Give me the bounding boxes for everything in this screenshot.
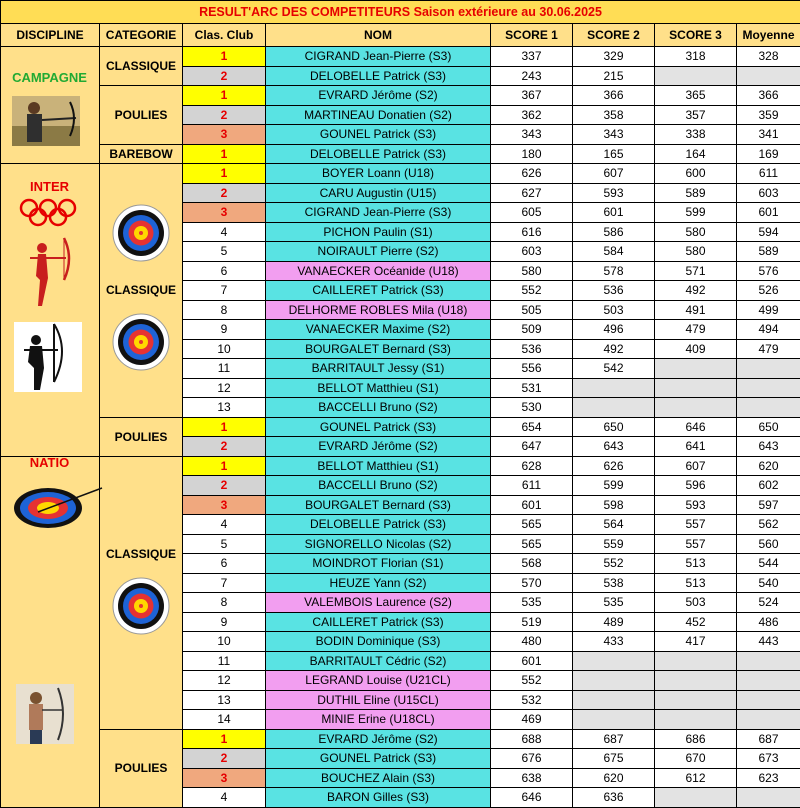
score3-cell: 513 — [655, 573, 737, 593]
score1-cell: 605 — [491, 203, 573, 223]
col-header-nom: NOM — [266, 24, 491, 47]
name-cell: EVRARD Jérôme (S2) — [266, 729, 491, 749]
moyenne-cell: 687 — [737, 729, 800, 749]
category-label: CLASSIQUE — [106, 545, 176, 563]
score1-cell: 552 — [491, 671, 573, 691]
score3-cell — [655, 788, 737, 808]
rank-cell: 2 — [183, 749, 266, 769]
moyenne-cell: 366 — [737, 86, 800, 106]
score1-cell: 647 — [491, 437, 573, 457]
score3-cell — [655, 651, 737, 671]
moyenne-cell: 524 — [737, 593, 800, 613]
score1-cell: 676 — [491, 749, 573, 769]
rank-cell: 1 — [183, 417, 266, 437]
score2-cell: 643 — [573, 437, 655, 457]
score2-cell: 559 — [573, 534, 655, 554]
name-cell: CAILLERET Patrick (S3) — [266, 281, 491, 301]
moyenne-cell: 494 — [737, 320, 800, 340]
score3-cell: 596 — [655, 476, 737, 496]
score1-cell: 565 — [491, 515, 573, 535]
archer-silhouette-icon — [20, 236, 76, 308]
score1-cell: 570 — [491, 573, 573, 593]
rank-cell: 1 — [183, 86, 266, 106]
score2-cell: 599 — [573, 476, 655, 496]
name-cell: EVRARD Jérôme (S2) — [266, 437, 491, 457]
score2-cell: 578 — [573, 261, 655, 281]
score1-cell: 601 — [491, 651, 573, 671]
rank-cell: 5 — [183, 534, 266, 554]
col-header-score2: SCORE 2 — [573, 24, 655, 47]
moyenne-cell: 499 — [737, 300, 800, 320]
rank-cell: 2 — [183, 105, 266, 125]
table-row — [1, 47, 800, 67]
score2-cell: 343 — [573, 125, 655, 145]
name-cell: BOURGALET Bernard (S3) — [266, 339, 491, 359]
category-cell-classique — [100, 164, 183, 418]
score3-cell: 318 — [655, 47, 737, 67]
moyenne-cell: 673 — [737, 749, 800, 769]
moyenne-cell — [737, 710, 800, 730]
name-cell: BACCELLI Bruno (S2) — [266, 398, 491, 418]
name-cell: CARU Augustin (U15) — [266, 183, 491, 203]
name-cell: BARRITAULT Cédric (S2) — [266, 651, 491, 671]
rank-cell: 2 — [183, 66, 266, 86]
score1-cell: 180 — [491, 144, 573, 164]
score1-cell: 337 — [491, 47, 573, 67]
score3-cell — [655, 378, 737, 398]
score2-cell: 538 — [573, 573, 655, 593]
score2-cell: 593 — [573, 183, 655, 203]
rank-cell: 1 — [183, 164, 266, 184]
rank-cell: 12 — [183, 671, 266, 691]
score2-cell: 496 — [573, 320, 655, 340]
score1-cell: 243 — [491, 66, 573, 86]
rank-cell: 8 — [183, 300, 266, 320]
name-cell: EVRARD Jérôme (S2) — [266, 86, 491, 106]
score2-cell — [573, 651, 655, 671]
score3-cell: 593 — [655, 495, 737, 515]
campagne-label: CAMPAGNE — [0, 70, 99, 85]
moyenne-cell: 479 — [737, 339, 800, 359]
score1-cell: 509 — [491, 320, 573, 340]
score2-cell: 329 — [573, 47, 655, 67]
score3-cell: 580 — [655, 242, 737, 262]
score2-cell: 489 — [573, 612, 655, 632]
table-row — [1, 164, 800, 184]
rank-cell: 7 — [183, 281, 266, 301]
moyenne-cell: 597 — [737, 495, 800, 515]
score1-cell: 469 — [491, 710, 573, 730]
category-cell-classique: CLASSIQUE — [100, 47, 183, 86]
name-cell: HEUZE Yann (S2) — [266, 573, 491, 593]
target-icon — [112, 204, 170, 267]
name-cell: CIGRAND Jean-Pierre (S3) — [266, 203, 491, 223]
moyenne-cell: 562 — [737, 515, 800, 535]
moyenne-cell: 540 — [737, 573, 800, 593]
name-cell: DUTHIL Eline (U15CL) — [266, 690, 491, 710]
moyenne-cell: 601 — [737, 203, 800, 223]
score1-cell: 646 — [491, 788, 573, 808]
score3-cell: 686 — [655, 729, 737, 749]
col-header-score1: SCORE 1 — [491, 24, 573, 47]
rank-cell: 11 — [183, 651, 266, 671]
score1-cell: 552 — [491, 281, 573, 301]
col-header-clas-club: Clas. Club — [183, 24, 266, 47]
score1-cell: 626 — [491, 164, 573, 184]
score3-cell — [655, 66, 737, 86]
score2-cell: 620 — [573, 768, 655, 788]
moyenne-cell: 589 — [737, 242, 800, 262]
olympic-rings-icon — [18, 198, 78, 228]
score2-cell: 358 — [573, 105, 655, 125]
table-row — [1, 144, 800, 164]
score2-cell: 607 — [573, 164, 655, 184]
score1-cell: 480 — [491, 632, 573, 652]
score3-cell: 164 — [655, 144, 737, 164]
score3-cell: 589 — [655, 183, 737, 203]
score3-cell — [655, 690, 737, 710]
rank-cell: 14 — [183, 710, 266, 730]
score3-cell: 491 — [655, 300, 737, 320]
archer-photo — [12, 96, 80, 146]
name-cell: LEGRAND Louise (U21CL) — [266, 671, 491, 691]
score1-cell: 627 — [491, 183, 573, 203]
score3-cell: 612 — [655, 768, 737, 788]
moyenne-cell — [737, 671, 800, 691]
target-icon — [112, 313, 170, 376]
score2-cell: 601 — [573, 203, 655, 223]
target-icon — [112, 577, 170, 640]
name-cell: MOINDROT Florian (S1) — [266, 554, 491, 574]
name-cell: GOUNEL Patrick (S3) — [266, 749, 491, 769]
score1-cell: 601 — [491, 495, 573, 515]
score1-cell: 568 — [491, 554, 573, 574]
rank-cell: 2 — [183, 183, 266, 203]
rank-cell: 9 — [183, 320, 266, 340]
moyenne-cell: 650 — [737, 417, 800, 437]
score1-cell: 535 — [491, 593, 573, 613]
score2-cell: 636 — [573, 788, 655, 808]
rank-cell: 5 — [183, 242, 266, 262]
score1-cell: 638 — [491, 768, 573, 788]
score2-cell — [573, 671, 655, 691]
name-cell: BODIN Dominique (S3) — [266, 632, 491, 652]
moyenne-cell: 594 — [737, 222, 800, 242]
table-row — [1, 729, 800, 749]
rank-cell: 2 — [183, 476, 266, 496]
score3-cell: 365 — [655, 86, 737, 106]
score1-cell: 362 — [491, 105, 573, 125]
score2-cell: 542 — [573, 359, 655, 379]
moyenne-cell — [737, 651, 800, 671]
col-header-moyenne: Moyenne — [737, 24, 800, 47]
score1-cell: 556 — [491, 359, 573, 379]
score2-cell: 564 — [573, 515, 655, 535]
score3-cell: 503 — [655, 593, 737, 613]
score1-cell: 343 — [491, 125, 573, 145]
score2-cell: 165 — [573, 144, 655, 164]
score1-cell: 530 — [491, 398, 573, 418]
score2-cell — [573, 710, 655, 730]
name-cell: VANAECKER Océanide (U18) — [266, 261, 491, 281]
score2-cell: 584 — [573, 242, 655, 262]
score3-cell — [655, 398, 737, 418]
score2-cell: 650 — [573, 417, 655, 437]
rank-cell: 10 — [183, 632, 266, 652]
name-cell: SIGNORELLO Nicolas (S2) — [266, 534, 491, 554]
score1-cell: 532 — [491, 690, 573, 710]
name-cell: BARON Gilles (S3) — [266, 788, 491, 808]
score2-cell: 535 — [573, 593, 655, 613]
score3-cell: 557 — [655, 515, 737, 535]
score1-cell: 565 — [491, 534, 573, 554]
name-cell: CIGRAND Jean-Pierre (S3) — [266, 47, 491, 67]
name-cell: BELLOT Matthieu (S1) — [266, 456, 491, 476]
moyenne-cell — [737, 788, 800, 808]
rank-cell: 4 — [183, 788, 266, 808]
moyenne-cell — [737, 690, 800, 710]
score2-cell: 503 — [573, 300, 655, 320]
name-cell: MINIE Erine (U18CL) — [266, 710, 491, 730]
score3-cell: 571 — [655, 261, 737, 281]
score2-cell — [573, 378, 655, 398]
name-cell: DELHORME ROBLES Mila (U18) — [266, 300, 491, 320]
score3-cell: 357 — [655, 105, 737, 125]
score2-cell — [573, 398, 655, 418]
score1-cell: 531 — [491, 378, 573, 398]
score1-cell: 536 — [491, 339, 573, 359]
table-row — [1, 86, 800, 106]
col-header-discipline: DISCIPLINE — [1, 24, 100, 47]
category-label: CLASSIQUE — [106, 281, 176, 299]
inter-label: INTER — [0, 179, 99, 194]
score1-cell: 616 — [491, 222, 573, 242]
rank-cell: 3 — [183, 495, 266, 515]
category-cell-poulies: POULIES — [100, 417, 183, 456]
rank-cell: 1 — [183, 144, 266, 164]
table-row — [1, 417, 800, 437]
moyenne-cell: 544 — [737, 554, 800, 574]
score2-cell: 675 — [573, 749, 655, 769]
score2-cell: 433 — [573, 632, 655, 652]
score2-cell: 536 — [573, 281, 655, 301]
score3-cell: 600 — [655, 164, 737, 184]
rank-cell: 12 — [183, 378, 266, 398]
name-cell: MARTINEAU Donatien (S2) — [266, 105, 491, 125]
score1-cell: 580 — [491, 261, 573, 281]
moyenne-cell — [737, 378, 800, 398]
score3-cell — [655, 710, 737, 730]
score2-cell: 552 — [573, 554, 655, 574]
moyenne-cell: 341 — [737, 125, 800, 145]
score3-cell: 646 — [655, 417, 737, 437]
name-cell: DELOBELLE Patrick (S3) — [266, 144, 491, 164]
moyenne-cell: 169 — [737, 144, 800, 164]
name-cell: GOUNEL Patrick (S3) — [266, 125, 491, 145]
rank-cell: 10 — [183, 339, 266, 359]
score2-cell: 626 — [573, 456, 655, 476]
score3-cell — [655, 359, 737, 379]
name-cell: BACCELLI Bruno (S2) — [266, 476, 491, 496]
rank-cell: 1 — [183, 456, 266, 476]
score3-cell: 409 — [655, 339, 737, 359]
name-cell: DELOBELLE Patrick (S3) — [266, 515, 491, 535]
name-cell: BOUCHEZ Alain (S3) — [266, 768, 491, 788]
category-cell-barebow: BAREBOW — [100, 144, 183, 164]
score1-cell: 603 — [491, 242, 573, 262]
name-cell: BELLOT Matthieu (S1) — [266, 378, 491, 398]
moyenne-cell: 620 — [737, 456, 800, 476]
moyenne-cell: 526 — [737, 281, 800, 301]
name-cell: GOUNEL Patrick (S3) — [266, 417, 491, 437]
rank-cell: 2 — [183, 437, 266, 457]
name-cell: BOYER Loann (U18) — [266, 164, 491, 184]
rank-cell: 3 — [183, 768, 266, 788]
score1-cell: 505 — [491, 300, 573, 320]
category-cell-poulies: POULIES — [100, 86, 183, 145]
score1-cell: 688 — [491, 729, 573, 749]
rank-cell: 13 — [183, 690, 266, 710]
score1-cell: 628 — [491, 456, 573, 476]
moyenne-cell — [737, 359, 800, 379]
moyenne-cell: 328 — [737, 47, 800, 67]
page-title: RESULT'ARC DES COMPETITEURS Saison extérieure au 30.06.2025 — [1, 1, 800, 24]
score3-cell: 513 — [655, 554, 737, 574]
score3-cell: 479 — [655, 320, 737, 340]
score2-cell: 366 — [573, 86, 655, 106]
score2-cell: 492 — [573, 339, 655, 359]
col-header-categorie: CATEGORIE — [100, 24, 183, 47]
score3-cell: 641 — [655, 437, 737, 457]
score2-cell: 687 — [573, 729, 655, 749]
flying-arrow-target-icon — [8, 478, 104, 534]
score2-cell — [573, 690, 655, 710]
score1-cell: 611 — [491, 476, 573, 496]
moyenne-cell — [737, 398, 800, 418]
name-cell: PICHON Paulin (S1) — [266, 222, 491, 242]
rank-cell: 13 — [183, 398, 266, 418]
moyenne-cell: 576 — [737, 261, 800, 281]
moyenne-cell: 643 — [737, 437, 800, 457]
moyenne-cell: 602 — [737, 476, 800, 496]
score3-cell: 492 — [655, 281, 737, 301]
rank-cell: 1 — [183, 729, 266, 749]
rank-cell: 11 — [183, 359, 266, 379]
table-row — [1, 456, 800, 476]
score3-cell: 599 — [655, 203, 737, 223]
rank-cell: 4 — [183, 222, 266, 242]
score1-cell: 367 — [491, 86, 573, 106]
name-cell: NOIRAULT Pierre (S2) — [266, 242, 491, 262]
header-row — [1, 24, 800, 47]
name-cell: BARRITAULT Jessy (S1) — [266, 359, 491, 379]
score3-cell: 417 — [655, 632, 737, 652]
rank-cell: 6 — [183, 261, 266, 281]
rank-cell: 7 — [183, 573, 266, 593]
score3-cell: 338 — [655, 125, 737, 145]
rank-cell: 3 — [183, 203, 266, 223]
moyenne-cell: 603 — [737, 183, 800, 203]
natio-label: NATIO — [0, 455, 99, 470]
moyenne-cell: 486 — [737, 612, 800, 632]
moyenne-cell: 443 — [737, 632, 800, 652]
category-cell-classique — [100, 456, 183, 729]
rank-cell: 1 — [183, 47, 266, 67]
name-cell: BOURGALET Bernard (S3) — [266, 495, 491, 515]
score3-cell: 452 — [655, 612, 737, 632]
name-cell: CAILLERET Patrick (S3) — [266, 612, 491, 632]
archer-photo-poulies — [16, 684, 74, 744]
category-cell-poulies: POULIES — [100, 729, 183, 807]
col-header-score3: SCORE 3 — [655, 24, 737, 47]
moyenne-cell: 623 — [737, 768, 800, 788]
score3-cell: 580 — [655, 222, 737, 242]
score3-cell — [655, 671, 737, 691]
name-cell: DELOBELLE Patrick (S3) — [266, 66, 491, 86]
moyenne-cell: 560 — [737, 534, 800, 554]
rank-cell: 3 — [183, 125, 266, 145]
name-cell: VANAECKER Maxime (S2) — [266, 320, 491, 340]
score2-cell: 215 — [573, 66, 655, 86]
moyenne-cell — [737, 66, 800, 86]
archer-sketch — [14, 322, 82, 392]
moyenne-cell: 611 — [737, 164, 800, 184]
moyenne-cell: 359 — [737, 105, 800, 125]
rank-cell: 6 — [183, 554, 266, 574]
score1-cell: 519 — [491, 612, 573, 632]
score2-cell: 598 — [573, 495, 655, 515]
score3-cell: 607 — [655, 456, 737, 476]
score2-cell: 586 — [573, 222, 655, 242]
score3-cell: 557 — [655, 534, 737, 554]
rank-cell: 9 — [183, 612, 266, 632]
score3-cell: 670 — [655, 749, 737, 769]
rank-cell: 8 — [183, 593, 266, 613]
name-cell: VALEMBOIS Laurence (S2) — [266, 593, 491, 613]
rank-cell: 4 — [183, 515, 266, 535]
score1-cell: 654 — [491, 417, 573, 437]
